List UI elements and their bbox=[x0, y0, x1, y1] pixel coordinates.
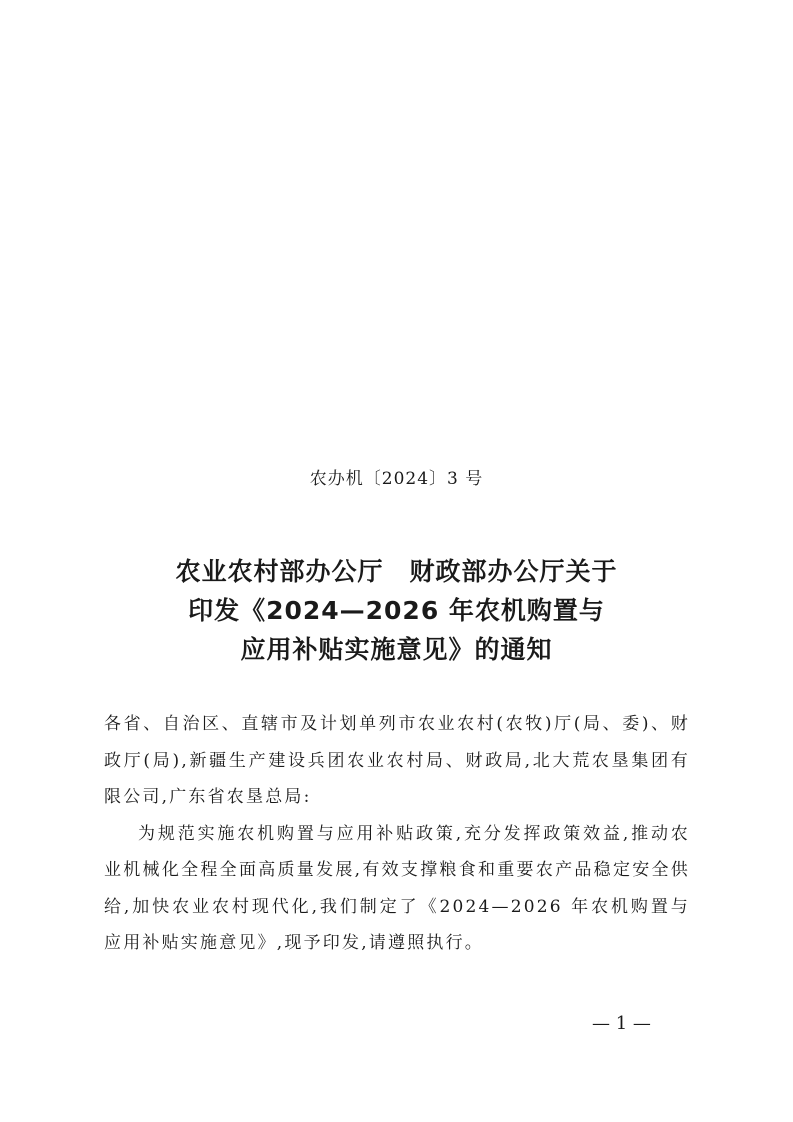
document-number: 农办机〔2024〕3 号 bbox=[309, 469, 484, 489]
title-line-2: 印发《2024—2026 年农机购置与 bbox=[188, 596, 605, 625]
addressee-paragraph: 各省、自治区、直辖市及计划单列市农业农村(农牧)厅(局、委)、财政厅(局),新疆生产建设兵团农业农村局、财政局,北大荒农垦集团有限公司,广东省农垦总局: bbox=[104, 714, 690, 807]
page-number: — 1 — bbox=[592, 1013, 651, 1034]
title-line-1: 农业农村部办公厅 财政部办公厅关于 bbox=[175, 557, 618, 586]
document-title bbox=[0, 552, 793, 669]
title-line-3: 应用补贴实施意见》的通知 bbox=[240, 635, 553, 664]
document-body bbox=[104, 706, 690, 962]
main-paragraph: 为规范实施农机购置与应用补贴政策,充分发挥政策效益,推动农业机械化全程全面高质量发展,有效支撑粮食和重要农产品稳定安全供给,加快农业农村现代化,我们制定了《2024—2026 年农机购置与应用补贴实施意见》,现予印发,请遵照执行。 bbox=[104, 823, 690, 953]
